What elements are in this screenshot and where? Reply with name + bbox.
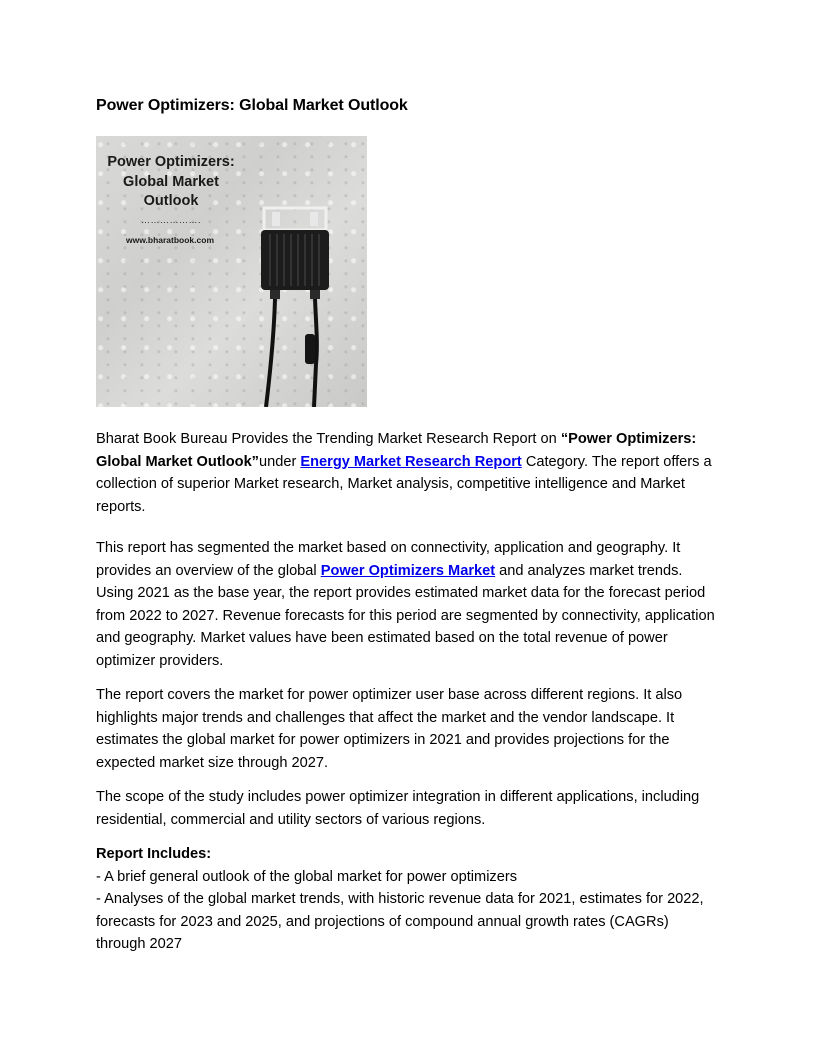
report-name: “Power Optimizers: Global Market Outlook”: [96, 431, 697, 470]
intro-text-2: under: [258, 453, 301, 470]
intro-paragraph: [96, 428, 720, 518]
hero-image-dots: ……………….: [141, 215, 202, 225]
report-includes-item: - Analyses of the global market trends, with historic revenue data for 2021, estimates for 2022, forecasts for 2023 and 2025, and projections of compound annual growth rates (CAGRs) through 2027: [96, 891, 704, 952]
power-optimizers-market-link[interactable]: Power Optimizers Market: [320, 562, 496, 579]
page-title: Power Optimizers: Global Market Outlook: [96, 97, 408, 114]
report-includes-item: - A brief general outlook of the global market for power optimizers: [96, 868, 518, 885]
segment-text-1: This report has segmented the market based on connectivity, application and geography. It provides an overview of the global: [96, 540, 681, 579]
hero-image: [96, 136, 367, 407]
energy-market-research-report-link[interactable]: Energy Market Research Report: [300, 453, 522, 470]
intro-text-1: Bharat Book Bureau Provides the Trending Market Research Report on: [96, 431, 561, 447]
intro-text-3: Category. The report offers a collection of superior Market research, Market analysis, competitive intelligence and Market reports.: [96, 453, 712, 515]
segment-text-2: and analyzes market trends. Using 2021 as the base year, the report provides estimated market data for the forecast period from 2022 to 2027. Revenue forecasts for this period are segmented by connectivity, application and geography. Market values have been estimated based on the total revenue of power optimizer providers.: [96, 562, 715, 669]
scope-paragraph: The scope of the study includes power optimizer integration in different applications, including residential, commercial and utility sectors of various regions.: [96, 789, 700, 828]
power-optimizer-device-icon: [246, 204, 367, 407]
hero-image-url: www.bharatbook.com: [126, 235, 215, 245]
coverage-paragraph: The report covers the market for power optimizer user base across different regions. It also highlights major trends and challenges that affect the market and the vendor landscape. It estimates the global market for power optimizers in 2021 and provides projections for the expected market size through 2027.: [96, 687, 683, 771]
report-includes-heading: Report Includes:: [96, 846, 212, 862]
hero-image-title: Power Optimizers: Global Market Outlook: [107, 154, 235, 209]
segment-paragraph: [96, 537, 720, 672]
article-body: [96, 428, 720, 956]
